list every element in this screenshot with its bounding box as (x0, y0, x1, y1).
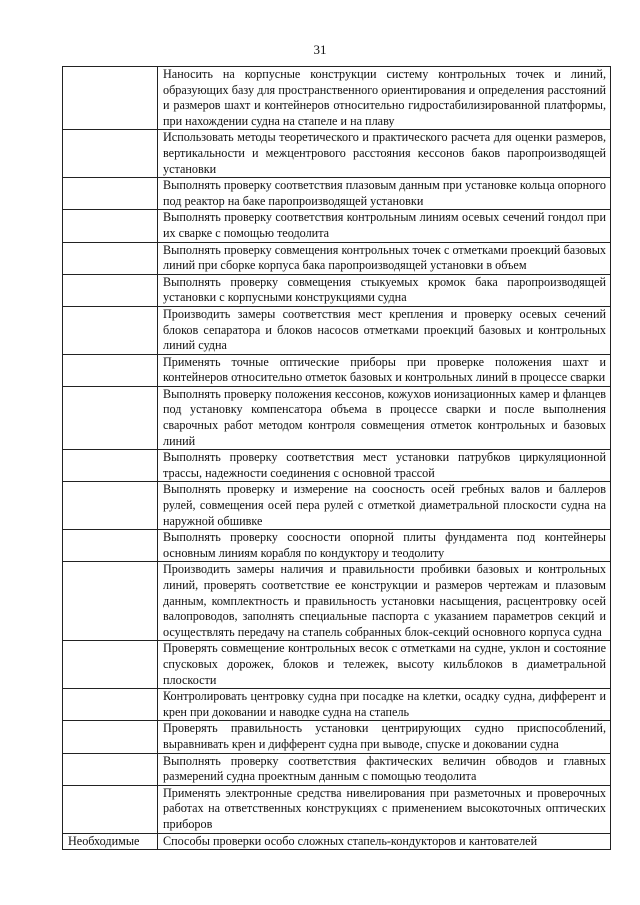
table-row (63, 833, 611, 850)
row-text-cell: Выполнять проверку совмещения стыкуемых кромок бака паропроизводящей установки с корпусными конструкциями судна (158, 274, 611, 306)
row-text-cell: Способы проверки особо сложных стапель-кондукторов и кантователей (158, 833, 611, 850)
row-text-cell: Применять электронные средства нивелирования при разметочных и проверочных работах на ответственных конструкциях с применением высокоточных оптических приборов (158, 785, 611, 833)
table-row (63, 450, 611, 482)
row-text-cell: Выполнять проверку соответствия фактических величин обводов и главных размерений судна проектным данным с помощью теодолита (158, 753, 611, 785)
row-text-cell: Выполнять проверку положения кессонов, кожухов ионизационных камер и фланцев под установку компенсатора объема в процессе сварки и после выполнения сварочных работ методом контроля совмещения отметок контрольных и базовых линий (158, 386, 611, 449)
page-number: 31 (313, 42, 327, 57)
row-category-cell (63, 689, 158, 721)
row-text-cell: Выполнять проверку совмещения контрольных точек с отметками проекций базовых линий при сборке корпуса бака паропроизводящей установки в объем (158, 242, 611, 274)
row-text-cell: Производить замеры соответствия мест крепления и проверку осевых сечений блоков сепаратора и блоков насосов отметками проекций базовых и контрольных линий судна (158, 306, 611, 354)
table-row (63, 354, 611, 386)
row-category-cell (63, 386, 158, 449)
skills-table (62, 66, 611, 850)
row-category-cell (63, 753, 158, 785)
row-text-cell: Контролировать центровку судна при посадке на клетки, осадку судна, дифферент и крен при доковании и наводке судна на стапель (158, 689, 611, 721)
row-category-cell (63, 721, 158, 753)
row-category-cell (63, 242, 158, 274)
row-text-cell: Проверять совмещение контрольных весок с отметками на судне, уклон и состояние спусковых дорожек, блоков и тележек, высоту кильблоков в диаметральной плоскости (158, 641, 611, 689)
row-category-cell: Необходимые (63, 833, 158, 850)
row-category-cell (63, 130, 158, 178)
row-text-cell: Выполнять проверку соответствия контрольным линиям осевых сечений гондол при их сварке с помощью теодолита (158, 210, 611, 242)
row-category-cell (63, 306, 158, 354)
table-row (63, 689, 611, 721)
row-category-cell (63, 354, 158, 386)
row-text-cell: Выполнять проверку соосности опорной плиты фундамента под контейнеры основным линиям корабля по кондуктору и теодолиту (158, 530, 611, 562)
table-row (63, 530, 611, 562)
row-category-cell (63, 67, 158, 130)
table-row (63, 641, 611, 689)
row-category-cell (63, 450, 158, 482)
row-category-cell (63, 482, 158, 530)
table-row (63, 274, 611, 306)
table-row (63, 178, 611, 210)
table-row (63, 785, 611, 833)
row-category-cell (63, 785, 158, 833)
row-category-cell (63, 210, 158, 242)
row-text-cell: Наносить на корпусные конструкции систему контрольных точек и линий, образующих базу для пространственного ориентирования и определения расстояний и размеров шахт и контейнеров относительно гидростабилизированной платформы, при нахождении судна на стапеле и на плаву (158, 67, 611, 130)
row-category-cell (63, 641, 158, 689)
row-category-cell (63, 178, 158, 210)
row-category-cell (63, 274, 158, 306)
table-row (63, 721, 611, 753)
row-text-cell: Использовать методы теоретического и практического расчета для оценки размеров, вертикальности и межцентрового расстояния кессонов баков паропроизводящей установки (158, 130, 611, 178)
row-category-cell (63, 562, 158, 641)
row-category-cell (63, 530, 158, 562)
table-row (63, 130, 611, 178)
table-row (63, 67, 611, 130)
table-row (63, 753, 611, 785)
row-text-cell: Применять точные оптические приборы при проверке положения шахт и контейнеров относительно отметок базовых и контрольных линий в процессе сварки (158, 354, 611, 386)
row-text-cell: Проверять правильность установки центрирующих судно приспособлений, выравнивать крен и дифферент судна при выводе, спуске и доковании судна (158, 721, 611, 753)
table-row (63, 210, 611, 242)
row-text-cell: Выполнять проверку соответствия мест установки патрубков циркуляционной трассы, надежности соединения с основной трассой (158, 450, 611, 482)
table-row (63, 242, 611, 274)
row-text-cell: Выполнять проверку соответствия плазовым данным при установке кольца опорного под реактор на баке паропроизводящей установки (158, 178, 611, 210)
table-row (63, 482, 611, 530)
row-text-cell: Производить замеры наличия и правильности пробивки базовых и контрольных линий, проверять соответствие ее конструкции и размеров чертежам и плазовым данным, комплектность и правильность установки насыщения, расцентровку осей валопроводов, заполнять специальные паспорта с указанием параметров секций и осуществлять передачу на стапель собранных блок-секций основного корпуса судна (158, 562, 611, 641)
row-text-cell: Выполнять проверку и измерение на соосность осей гребных валов и баллеров рулей, совмещения осей пера рулей с отметкой диаметральной плоскости судна на наружной обшивке (158, 482, 611, 530)
table-row (63, 562, 611, 641)
table-row (63, 306, 611, 354)
table-row (63, 386, 611, 449)
